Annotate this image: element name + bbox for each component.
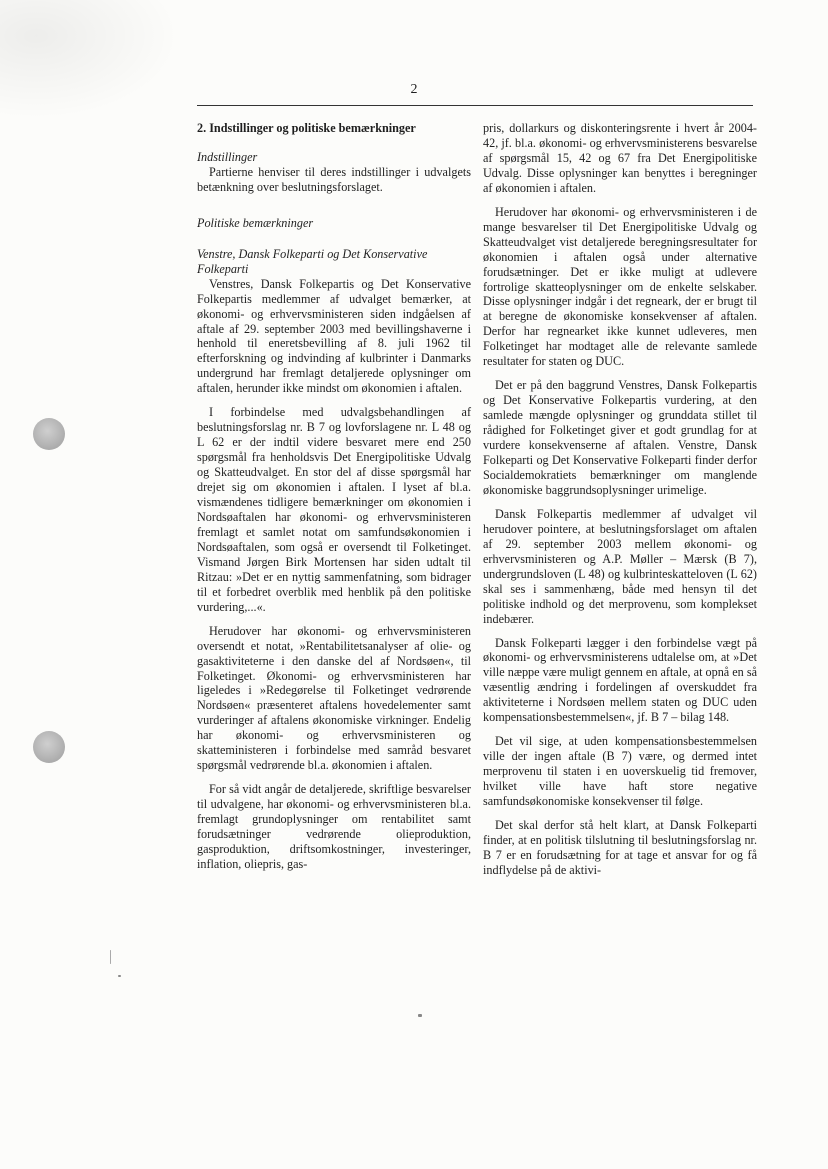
paragraph: Herudover har økonomi- og erhvervsministeren i de mange besvarelser til Det Energipolitiske Udvalg og Skatteudvalget vist detaljerede beregningsresultater for økonomien i aftalen også under alternative forudsætninger. Det er ikke muligt at udlevere fortrolige skatteoplysninger om de enkelte selskaber. Disse oplysninger indgår i det regneark, der er brugt til at beregne de økonomiske konsekvenser af aftalen. Derfor har regnearket ikke kunnet udleveres, men Folketinget har modtaget alle de relevante samlede resultater for staten og DUC. [483, 204, 757, 369]
subheading-parties: Venstre, Dansk Folkeparti og Det Konservative Folkeparti [197, 246, 428, 276]
paragraph: I forbindelse med udvalgsbehandlingen af beslutningsforslag nr. B 7 og lovforslagene nr. L 48 og L 62 er der indtil videre besvaret mere end 250 spørgsmål fra henholdsvis Det Energipolitiske Udvalg og Skatteudvalget. En stor del af disse spørgsmål har drejet sig om økonomien i aftalen. I lyset af bl.a. vismændenes tidligere bemærkninger om økonomien i Nordsøaftalen har økonomi- og erhvervsministeren fremlagt et samlet notat om samfundsøkonomien i Nordsøaftalen, som også er oversendt til Folketinget. Vismand Jørgen Birk Mortensen har siden udtalt til Ritzau: »Det er en nyttig sammenfatning, som bidrager til et forbedret overblik med henblik på den politiske vurdering,...«. [197, 405, 471, 614]
subheading-politiske-bemaerkninger: Politiske bemærkninger [197, 215, 314, 230]
paragraph: pris, dollarkurs og diskonteringsrente i hvert år 2004-42, jf. bl.a. økonomi- og erhvervsministerens besvarelse af spørgsmål 15, 42 og 67 fra Det Energipolitiske Udvalg. Disse oplysninger kan benyttes i beregninger af økonomien i aftalen. [483, 121, 757, 195]
punch-hole-bottom [33, 731, 65, 763]
paragraph: Dansk Folkeparti lægger i den forbindelse vægt på økonomi- og erhvervsministerens udtalelse om, at »Det ville næppe være muligt gennem en aftale, at opnå en så væsentlig ændring i fordelingen af overskuddet fra aktiviteterne i Nordsøen mellem staten og DUC uden kompensationsbestemmelsen«, jf. B 7 – bilag 148. [483, 635, 757, 725]
paragraph: Det skal derfor stå helt klart, at Dansk Folkeparti finder, at en politisk tilslutning til beslutningsforslag nr. B 7 er en forudsætning for at tage et ansvar for og få indflydelse på de aktivi- [483, 817, 757, 877]
paragraph: Partierne henviser til deres indstillinger i udvalgets betænkning over beslutningsforslaget. [197, 164, 471, 194]
right-column [483, 121, 757, 887]
left-column [197, 121, 471, 881]
paragraph: Venstres, Dansk Folkepartis og Det Konservative Folkepartis medlemmer af udvalget bemærker, at økonomi- og erhvervsministeren siden indgåelsen af aftale af 29. september 2003 med bevillingshaverne i henhold til eneretsbevilling af 8. juli 1962 til efterforskning og indvinding af kulbrinter i Danmarks undergrund har fremlagt detaljerede oplysninger om aftalen, herunder ikke mindst om økonomien i aftalen. [197, 276, 471, 396]
scan-speck [110, 950, 111, 964]
paragraph: For så vidt angår de detaljerede, skriftlige besvarelser til udvalgene, har økonomi- og erhvervsministeren bl.a. fremlagt grundoplysninger om rentabilitet samt forudsætninger vedrørende olieproduktion, gasproduktion, driftsomkostninger, investeringer, inflation, oliepris, gas- [197, 782, 471, 871]
paragraph: Det vil sige, at uden kompensationsbestemmelsen ville der ingen aftale (B 7) være, og dermed intet merprovenu til staten i en uoverskuelig tid fremover, hvilket ville have haft store negative samfundsøkonomiske konsekvenser til følge. [483, 734, 757, 809]
subheading-indstillinger: Indstillinger [197, 149, 258, 164]
paragraph: Herudover har økonomi- og erhvervsministeren oversendt et notat, »Rentabilitetsanalyser af olie- og gasaktiviteterne i den danske del af Nordsøen«, til Folketinget. Økonomi- og erhvervsministeren har ligeledes i »Redegørelse til Folketinget vedrørende Nordsøen« præsenteret aftalens hovedelementer samt vurderinger af aftalens økonomiske virkninger. Endelig har økonomi- og erhvervsministeren og skatteministeren i forbindelse med samråd besvaret spørgsmål vedrørende bl.a. økonomien i aftalen. [197, 623, 471, 773]
scan-speck [418, 1014, 422, 1017]
punch-hole-top [33, 418, 65, 450]
page-number: 2 [410, 82, 418, 97]
paragraph: Det er på den baggrund Venstres, Dansk Folkepartis og Det Konservative Folkepartis vurdering, at den samlede mængde oplysninger og grunddata stillet til rådighed for Folketinget giver et godt grundlag for at vurdere konsekvenserne af aftalen. Venstre, Dansk Folkeparti og Det Konservative Folkeparti finder derfor Socialdemokratiets bemærkninger om manglende økonomiske baggrundsoplysninger urimelige. [483, 378, 757, 497]
scan-speck [118, 975, 121, 977]
scan-noise [0, 0, 180, 120]
header-rule [197, 105, 753, 106]
paragraph: Dansk Folkepartis medlemmer af udvalget vil herudover pointere, at beslutningsforslaget om aftalen af 29. september 2003 mellem økonomi- og erhvervsministeren og A.P. Møller – Mærsk (B 7), undergrundsloven (L 48) og kulbrinteskatteloven (L 62) skal ses i sammenhæng, både med hensyn til det politiske indhold og det merprovenu, som komplekset indebærer. [483, 506, 757, 626]
section-heading: 2. Indstillinger og politiske bemærkninger [197, 121, 416, 135]
